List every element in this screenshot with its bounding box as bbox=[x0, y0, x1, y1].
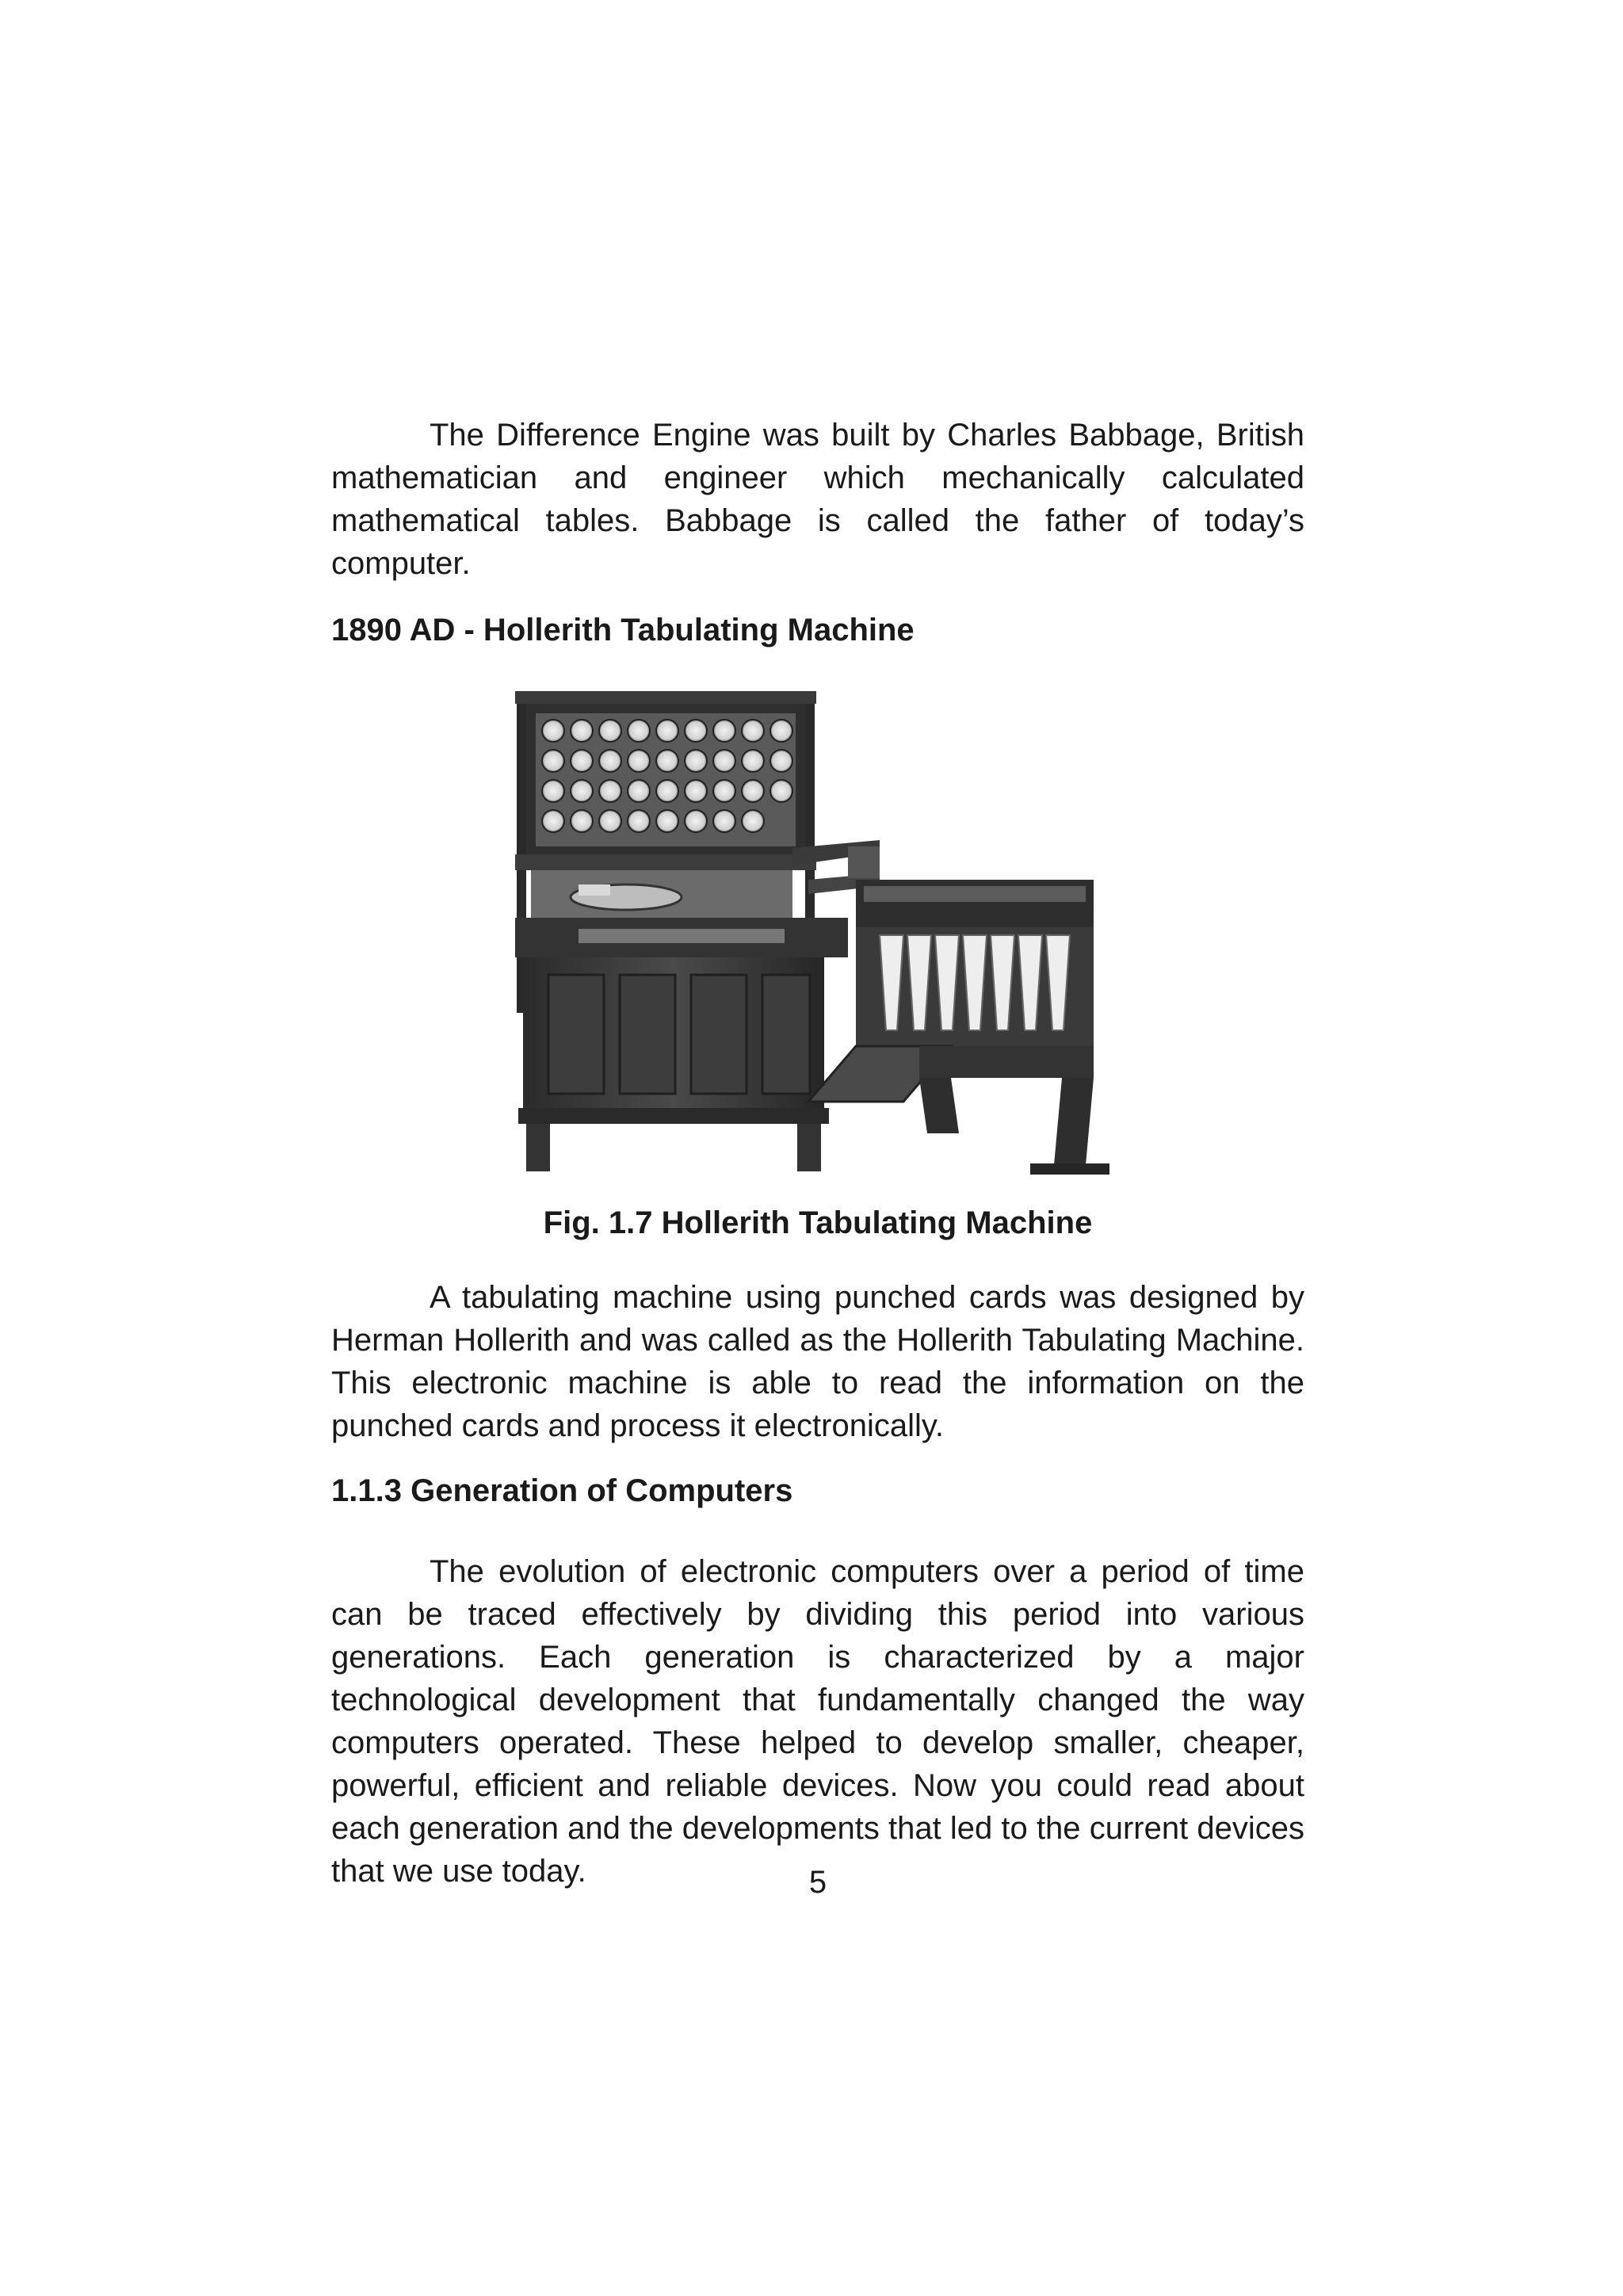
figure-hollerith-machine bbox=[507, 690, 1125, 1181]
heading-generation-of-computers: 1.1.3 Generation of Computers bbox=[331, 1473, 793, 1508]
heading-hollerith-1890: 1890 AD - Hollerith Tabulating Machine bbox=[331, 613, 915, 648]
hollerith-machine-illustration bbox=[507, 690, 1125, 1181]
paragraph-generations: The evolution of electronic computers over a period of time can be traced effectively by dividing this period into various generations. Each generation is characterized by a major technological development that fundamentally changed the way computers operated. These helped to develop smaller, cheaper, powerful, efficient and reliable devices. Now you could read about each generation and the developments that led to the current devices that we use today. bbox=[331, 1554, 1304, 1889]
paragraph-hollerith: A tabulating machine using punched cards was designed by Herman Hollerith and was called as the Hollerith Tabulating Machine. This electronic machine is able to read the information on the punched cards and process it electronically. bbox=[331, 1280, 1304, 1443]
figure-caption: Fig. 1.7 Hollerith Tabulating Machine bbox=[543, 1205, 1093, 1240]
page-number: 5 bbox=[808, 1865, 827, 1900]
paragraph-difference-engine: The Difference Engine was built by Charles Babbage, British mathematician and engineer which mechanically calculated mathematical tables. Babbage is called the father of today’s computer. bbox=[331, 418, 1304, 581]
